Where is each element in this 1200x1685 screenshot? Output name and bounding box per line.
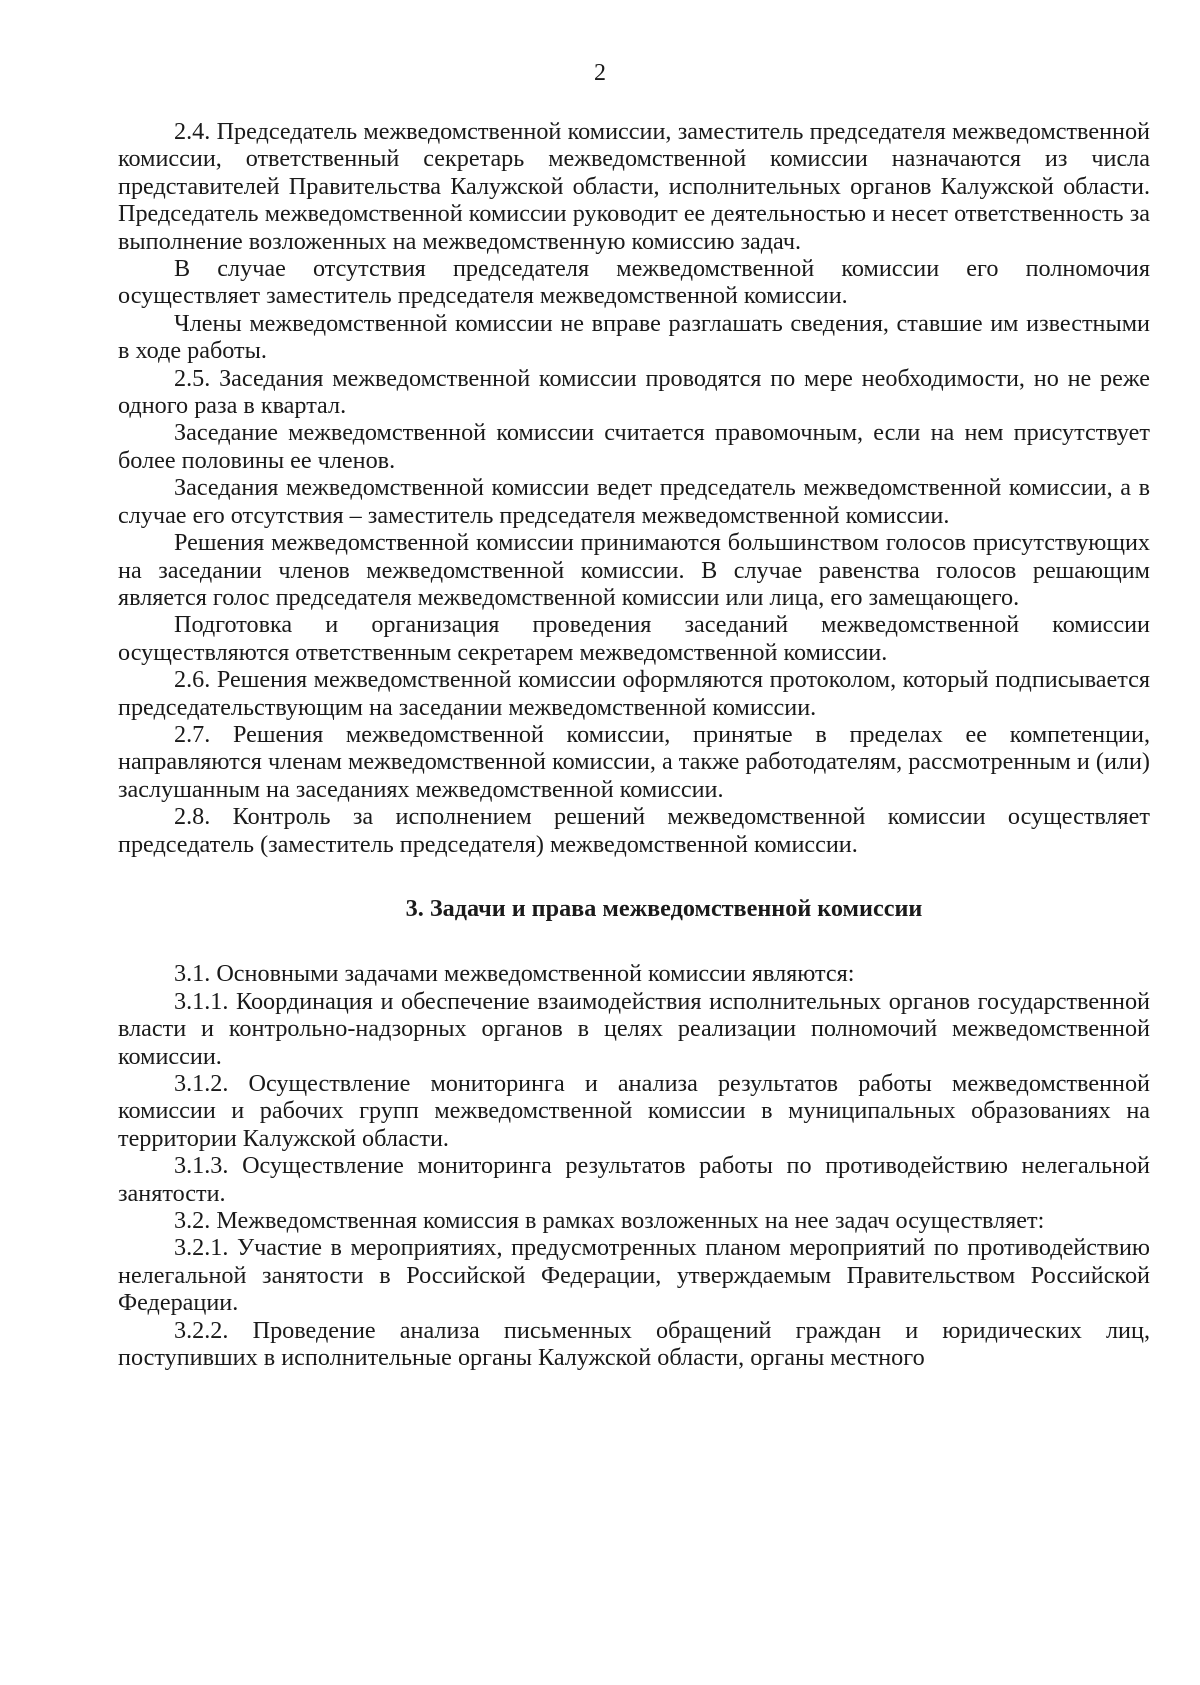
section-heading: 3. Задачи и права межведомственной комиссии: [405, 894, 923, 922]
paragraph-3-2: 3.2. Межведомственная комиссия в рамках возложенных на нее задач осуществляет:: [174, 1207, 1045, 1235]
page-number: 2: [594, 60, 606, 86]
paragraph-2-7: 2.7. Решения межведомственной комиссии, принятые в пределах ее компетенции, направляются членам межведомственной комиссии, а также работодателям, рассмотренным и (или) заслушанным на заседаниях межведомственной комиссии.: [118, 720, 1150, 803]
paragraph-preparation: Подготовка и организация проведения заседаний межведомственной комиссии осуществляются ответственным секретарем межведомственной комиссии.: [118, 611, 1150, 666]
paragraph-decisions-voting: Решения межведомственной комиссии принимаются большинством голосов присутствующих на заседании членов межведомственной комиссии. В случае равенства голосов решающим является голос председателя межведомственной комиссии или лица, его замещающего.: [118, 529, 1150, 611]
paragraph-3-2-2: 3.2.2. Проведение анализа письменных обращений граждан и юридических лиц, поступивших в исполнительные органы Калужской области, органы местного: [118, 1316, 1150, 1372]
paragraph-3-1-3: 3.1.3. Осуществление мониторинга результатов работы по противодействию нелегальной занятости.: [118, 1152, 1150, 1207]
paragraph-3-1-2: 3.1.2. Осуществление мониторинга и анализа результатов работы межведомственной комиссии и рабочих групп межведомственной комиссии в муниципальных образованиях на территории Калужской области.: [118, 1070, 1150, 1152]
paragraph-quorum: Заседание межведомственной комиссии считается правомочным, если на нем присутствует более половины ее членов.: [118, 419, 1150, 474]
paragraph-2-4: 2.4. Председатель межведомственной комиссии, заместитель председателя межведомственной комиссии, ответственный секретарь межведомственной комиссии назначаются из числа представителей Правительства Калужской области, исполнительных органов Калужской области. Председатель межведомственной комиссии руководит ее деятельностью и несет ответственность за выполнение возложенных на межведомственную комиссию задач.: [118, 118, 1150, 255]
paragraph-chair-absence: В случае отсутствия председателя межведомственной комиссии его полномочия осуществляет заместитель председателя межведомственной комиссии.: [118, 255, 1150, 310]
paragraph-3-1: 3.1. Основными задачами межведомственной комиссии являются:: [174, 960, 855, 988]
paragraph-members-confidentiality: Члены межведомственной комиссии не вправе разглашать сведения, ставшие им известными в ходе работы.: [118, 309, 1150, 365]
paragraph-2-5: 2.5. Заседания межведомственной комиссии проводятся по мере необходимости, но не реже одного раза в квартал.: [118, 364, 1150, 420]
paragraph-meeting-chair: Заседания межведомственной комиссии ведет председатель межведомственной комиссии, а в случае его отсутствия – заместитель председателя межведомственной комиссии.: [118, 474, 1150, 529]
paragraph-3-2-1: 3.2.1. Участие в мероприятиях, предусмотренных планом мероприятий по противодействию нелегальной занятости в Российской Федерации, утверждаемым Правительством Российской Федерации.: [118, 1234, 1150, 1317]
paragraph-2-6: 2.6. Решения межведомственной комиссии оформляются протоколом, который подписывается председательствующим на заседании межведомственной комиссии.: [118, 666, 1150, 721]
document-body: [118, 118, 1150, 1371]
paragraph-2-8: 2.8. Контроль за исполнением решений межведомственной комиссии осуществляет председатель (заместитель председателя) межведомственной комиссии.: [118, 803, 1150, 858]
paragraph-3-1-1: 3.1.1. Координация и обеспечение взаимодействия исполнительных органов государственной власти и контрольно-надзорных органов в целях реализации полномочий межведомственной комиссии.: [118, 987, 1150, 1070]
